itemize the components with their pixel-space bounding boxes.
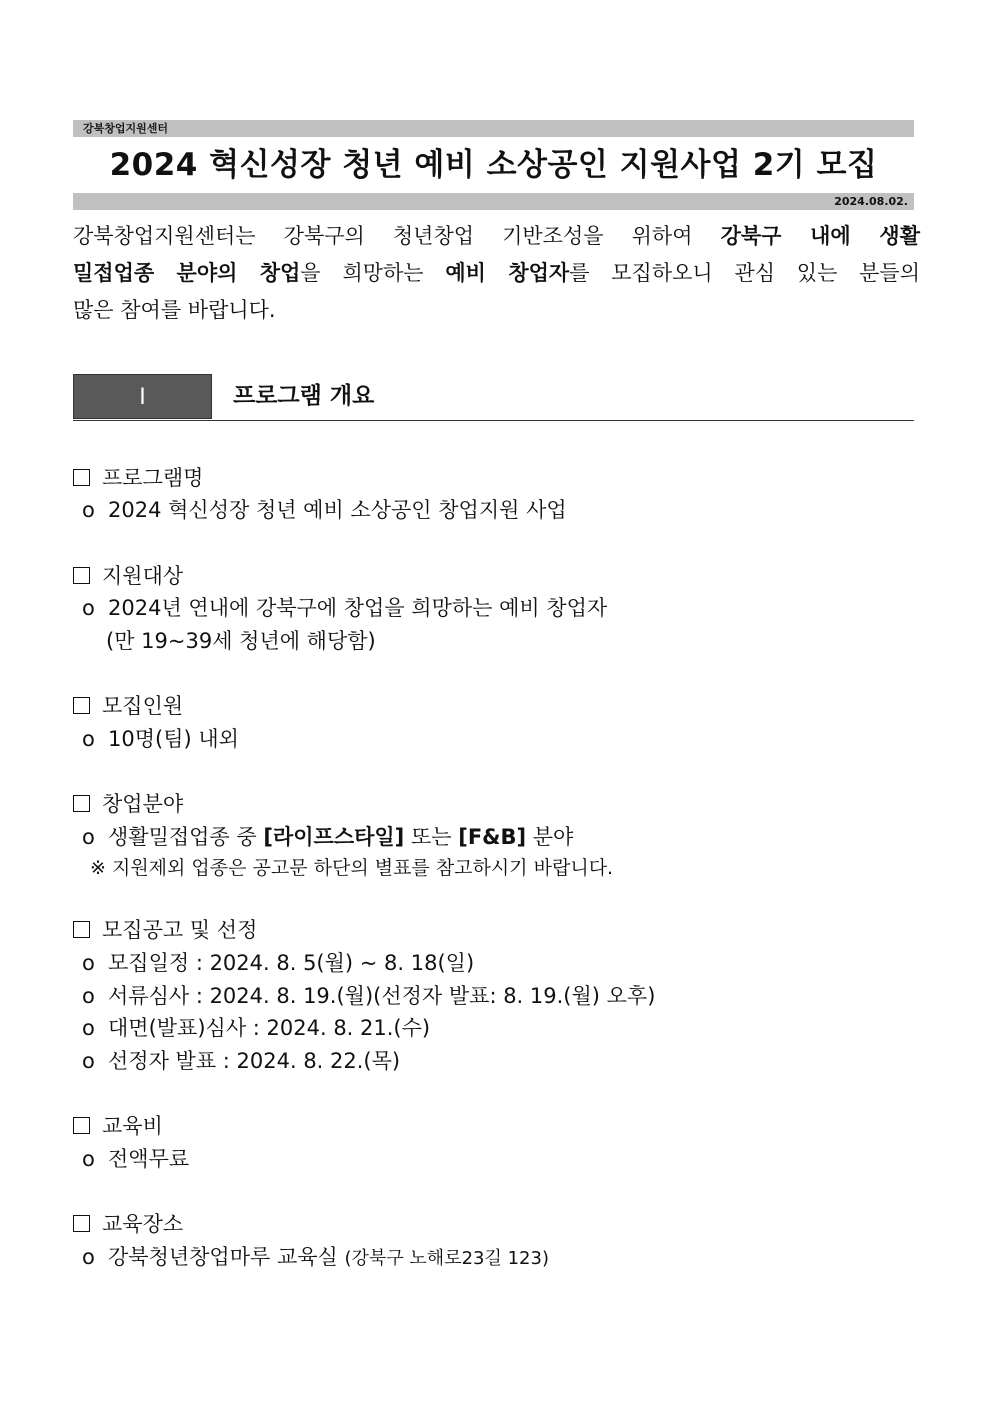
checkbox-square-icon [73, 1117, 90, 1134]
item-target: 지원대상 [73, 560, 183, 593]
item-program-name: 프로그램명 [73, 462, 203, 495]
section-title: 프로그램 개요 [233, 383, 375, 409]
schedule-line: o 서류심사 : 2024. 8. 19.(월)(선정자 발표: 8. 19.(월) 오후) [82, 984, 656, 1008]
schedule-line: o 선정자 발표 : 2024. 8. 22.(목) [82, 1049, 401, 1073]
intro-paragraph [73, 218, 920, 329]
intro-line-3: 많은 참여를 바랍니다. [73, 298, 276, 322]
venue-value: o 강북청년창업마루 교육실 (강북구 노해로23길 123) [82, 1245, 549, 1269]
target-detail: (만 19~39세 청년에 해당함) [106, 629, 376, 653]
target-value: o 2024년 연내에 강북구에 창업을 희망하는 예비 창업자 [82, 596, 608, 620]
intro-line-1: 강북창업지원센터는 강북구의 청년창업 기반조성을 위하여 강북구 내에 생활 [73, 224, 920, 248]
item-fee: 교육비 [73, 1110, 163, 1143]
field-note: ※ 지원제외 업종은 공고문 하단의 별표를 참고하시기 바랍니다. [90, 857, 614, 879]
checkbox-square-icon [73, 1215, 90, 1232]
fee-value: o 전액무료 [82, 1147, 190, 1171]
org-bar: 강북창업지원센터 [73, 120, 914, 137]
page-title: 2024 혁신성장 청년 예비 소상공인 지원사업 2기 모집 [109, 147, 878, 183]
intro-line-2: 밀접업종 분야의 창업을 희망하는 예비 창업자를 모집하오니 관심 있는 분들의 [73, 261, 920, 285]
schedule-line: o 대면(발표)심사 : 2024. 8. 21.(수) [82, 1016, 431, 1040]
item-schedule: 모집공고 및 선정 [73, 914, 257, 947]
field-value: o 생활밀접업종 중 [라이프스타일] 또는 [F&B] 분야 [82, 825, 574, 849]
checkbox-square-icon [73, 795, 90, 812]
item-capacity: 모집인원 [73, 690, 183, 723]
section-number: Ⅰ [73, 374, 212, 419]
section-header [73, 374, 914, 421]
checkbox-square-icon [73, 469, 90, 486]
item-venue: 교육장소 [73, 1208, 183, 1241]
item-field: 창업분야 [73, 788, 183, 821]
date-bar: 2024.08.02. [73, 193, 914, 210]
capacity-value: o 10명(팀) 내외 [82, 727, 239, 751]
program-name-value: o 2024 혁신성장 청년 예비 소상공인 창업지원 사업 [82, 498, 567, 522]
schedule-line: o 모집일정 : 2024. 8. 5(월) ~ 8. 18(일) [82, 951, 475, 975]
checkbox-square-icon [73, 697, 90, 714]
checkbox-square-icon [73, 921, 90, 938]
checkbox-square-icon [73, 567, 90, 584]
venue-address: (강북구 노해로23길 123) [344, 1248, 549, 1269]
